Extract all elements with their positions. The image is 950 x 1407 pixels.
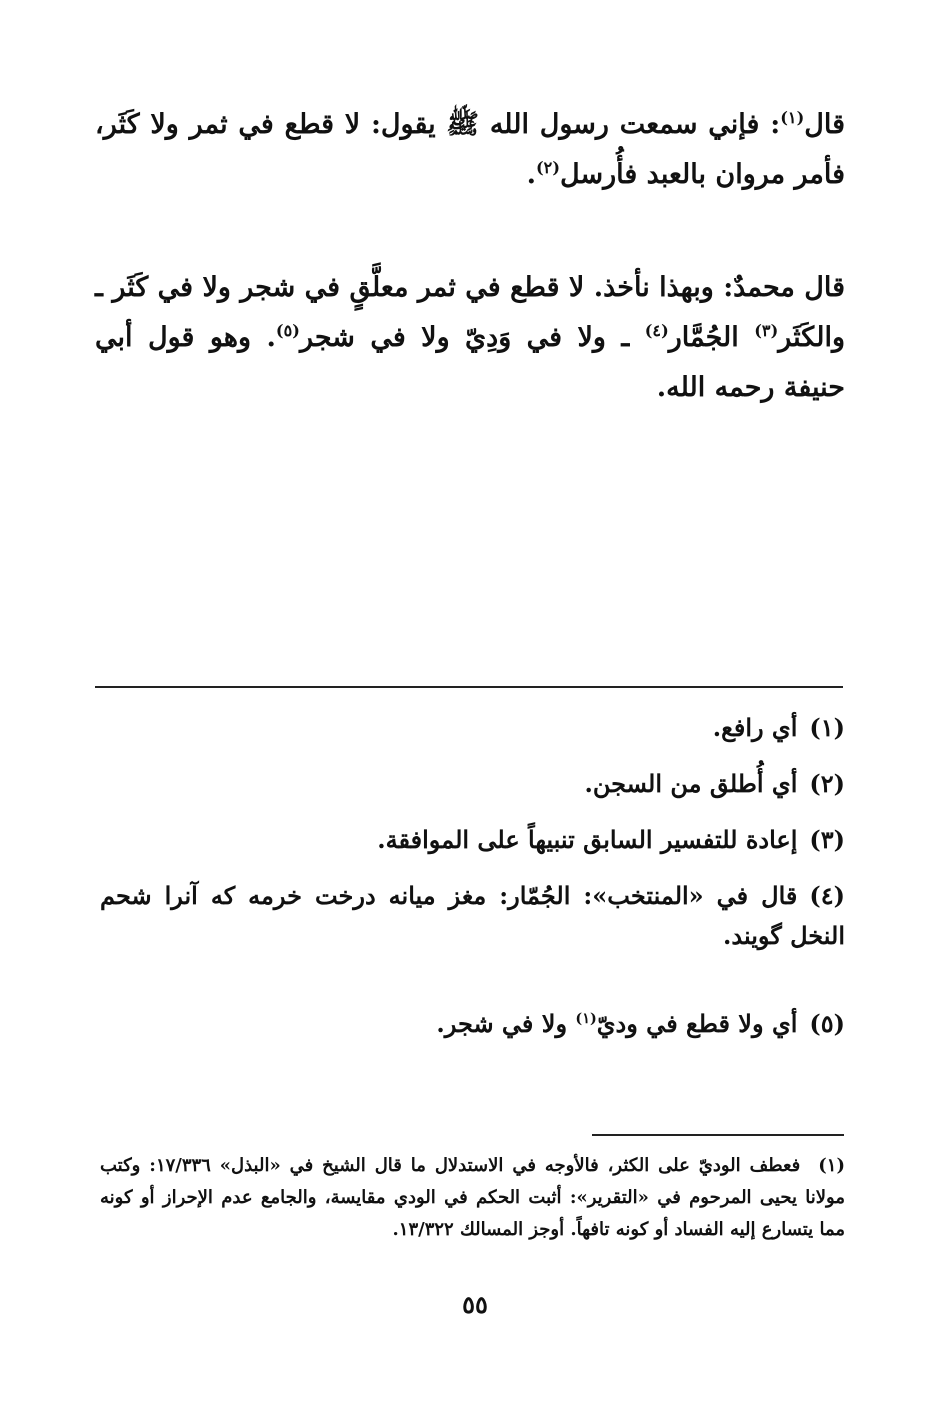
footnote-text-b: ولا في شجر. — [436, 1009, 576, 1038]
footnote-text: قال في «المنتخب»: الجُمّار: مغز ميانه درخت خرمه كه آنرا شحم النخل گويند. — [100, 881, 845, 950]
footnote-4 — [100, 876, 845, 956]
footnote-text: إعادة للتفسير السابق تنبيهاً على الموافقة. — [377, 825, 798, 854]
footnote-number: (٣) — [809, 825, 845, 854]
footnote-ref-3: (٣) — [754, 321, 779, 340]
footnote-text: أي أُطلق من السجن. — [584, 769, 798, 798]
footnote-number: (٤) — [809, 881, 846, 910]
footnote-text: أي رافع. — [712, 713, 798, 742]
sub-footnote-number: (١) — [818, 1155, 845, 1176]
footnote-ref-1: (١) — [780, 108, 805, 127]
sub-footnote-ref: (١) — [575, 1010, 597, 1027]
p2-text-a: قال محمدٌ: وبهذا نأخذ. لا قطع في ثمر معلَّقٍ في شجر ولا في كَثَر ـ والكَثَر — [95, 272, 845, 353]
main-paragraph-2 — [95, 263, 845, 413]
footnote-1 — [100, 708, 845, 748]
main-paragraph-1 — [95, 100, 845, 200]
p1-text-b: : فإني سمعت رسول الله ﷺ يقول: لا قطع في ثمر ولا كَثَر، فأمر مروان بالعبد فأُرسل — [95, 109, 845, 190]
footnote-5 — [100, 1004, 845, 1044]
footnote-text-a: أي ولا قطع في وديّ — [596, 1009, 798, 1038]
p2-text-b: الجُمَّار — [668, 322, 755, 353]
footnote-separator — [95, 686, 843, 688]
sub-footnote — [100, 1150, 845, 1246]
footnote-number: (٢) — [809, 769, 845, 798]
p1-text-a: قال — [804, 109, 845, 140]
page-number: ٥٥ — [462, 1290, 488, 1319]
sub-footnote-separator — [592, 1134, 844, 1136]
p2-text-d: . وهو قول أبي حنيفة رحمه الله. — [95, 322, 845, 403]
footnote-ref-4: (٤) — [644, 321, 669, 340]
footnote-2 — [100, 764, 845, 804]
p1-text-c: . — [526, 159, 536, 190]
footnote-number: (٥) — [809, 1009, 845, 1038]
footnote-number: (١) — [809, 713, 845, 742]
p2-text-c: ـ ولا في وَدِيّ ولا في شجر — [299, 322, 645, 353]
footnote-3 — [100, 820, 845, 860]
sub-footnote-text: فعطف الوديّ على الكثر، فالأوجه في الاستدلال ما قال الشيخ في «البذل» ١٧/٣٣٦: وكتب مولانا يحيى المرحوم في «التقرير»: أثبت الحكم في الودي مقايسة، والجامع عدم الإحراز أو كونه مما يتسارع إليه الفساد أو كونه تافهاً. أوجز المسالك ١٣/٣٢٢. — [100, 1155, 845, 1240]
footnote-ref-2: (٢) — [535, 158, 561, 177]
footnote-ref-5: (٥) — [275, 321, 300, 340]
